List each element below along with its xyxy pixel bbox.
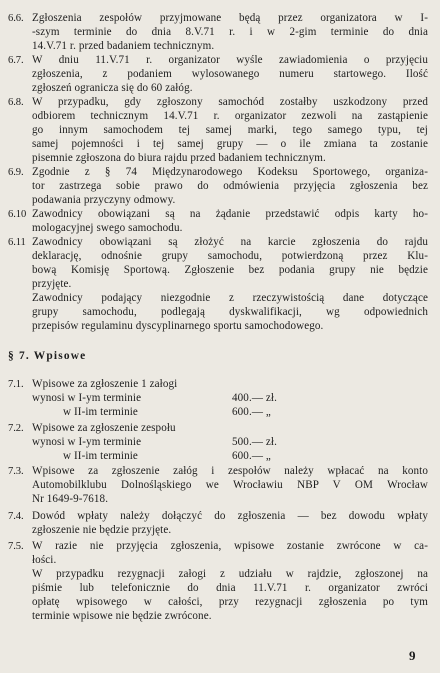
fee-text: wynosi w I-ym terminie: [32, 435, 142, 448]
clause-text-line: W przypadku rezygnacji załogi z udziału w rajdzie, zgłoszonej na: [32, 568, 428, 580]
clause-7-1: [8, 378, 428, 420]
clause-6-8: [8, 96, 428, 165]
clause-number: 7.4.: [8, 511, 24, 522]
clause-text-line: odbiorem technicznym 14.V.71 r. organizator zezwoli na zastąpienie: [32, 109, 428, 122]
clause-text-line: podawania przyczyny odmowy.: [32, 193, 176, 206]
clause-text-line: łości.: [32, 553, 57, 566]
fee-text: wynosi w I-ym terminie: [32, 391, 142, 404]
clause-text-line: terminie wpisowe nie będzie zwrócone.: [32, 609, 212, 622]
clause-7-4: [8, 510, 428, 538]
clause-6-11-paragraph: [8, 292, 428, 334]
fee-amount: 400.— zł.: [232, 391, 277, 404]
clause-number: 6.9.: [8, 167, 24, 178]
clause-text-line: zgłoszeń ogranicza się do 60 załóg.: [32, 81, 193, 94]
clause-text-line: W przypadku, gdy zgłoszony samochód zostałby uszkodzony przed: [32, 96, 428, 108]
clause-text-line: Zawodnicy obowiązani są na żądanie przedstawić odpis karty ho-: [32, 208, 428, 220]
clause-text-line: grupy samochodu, podlegają dyskwalifikacji, wg odpowiednich: [32, 305, 428, 318]
clause-number: 6.7.: [8, 55, 24, 66]
clause-text-line: Zawodnicy podający niezgodnie z rzeczywistością dane dotyczące: [32, 292, 428, 304]
clause-6-10: [8, 208, 428, 236]
clause-7-5: [8, 540, 428, 568]
clause-text-line: zgłoszenie nie będzie przyjęte.: [32, 523, 172, 536]
clause-text-line: Zgodnie z § 74 Międzynarodowego Kodeksu Sportowego, organiza-: [32, 166, 428, 178]
clause-number: 7.2.: [8, 423, 24, 434]
clause-text-line: 14.V.71 r. przed badaniem technicznym.: [32, 39, 215, 52]
clause-text-line: tor zastrzega sobie prawo do odmówienia przyjęcia zgłoszenia bez: [32, 179, 428, 192]
clause-number: 6.8.: [8, 97, 24, 108]
clause-number: 7.3.: [8, 466, 24, 477]
clause-6-9: [8, 166, 428, 208]
clause-text-line: Nr 1649-9-7618.: [32, 492, 109, 505]
clause-text-line: pisemnie zgłoszona do biura rajdu przed badaniem technicznym.: [32, 151, 326, 164]
section-heading: § 7. Wpisowe: [8, 350, 87, 362]
clause-text-line: Wpisowe za zgłoszenie załóg i zespołów należy wpłacać na konto: [32, 465, 428, 477]
clause-6-6: [8, 12, 428, 54]
page-number: 9: [409, 648, 416, 663]
clause-text-line: Zgłoszenia zespołów przyjmowane będą przez organizatora w I-: [32, 12, 428, 24]
clause-number: 6.10: [8, 209, 27, 220]
clause-text-line: Dowód wpłaty należy dołączyć do zgłoszenia — bez dowodu wpłaty: [32, 510, 428, 522]
fee-amount: 500.— zł.: [232, 435, 277, 448]
clause-7-2: [8, 422, 428, 464]
clause-text-line: przyjęte.: [32, 277, 72, 290]
clause-text-line: Automobilklubu Dolnośląskiego we Wrocławiu NBP V OM Wrocław: [32, 478, 428, 491]
clause-6-7: [8, 54, 428, 96]
clause-text-line: opłatę wpisowego w całości, przy rezygnacji zgłoszenia po tym: [32, 595, 428, 608]
clause-text-line: bową Komisję Sportową. Zgłoszenie bez podania grupy nie będzie: [32, 263, 428, 276]
clause-text-line: przepisów regulaminu dyscyplinarnego sportu samochodowego.: [32, 319, 324, 332]
clause-6-11: [8, 236, 428, 292]
fee-text: w II-im terminie: [63, 405, 138, 418]
clause-text-line: -szym terminie do dnia 8.V.71 r. i w 2-gim terminie do dnia: [32, 25, 428, 38]
clause-text-line: go innym samochodem tej samej marki, tego samego typu, tej: [32, 123, 428, 136]
clause-number: 7.5.: [8, 541, 24, 552]
fee-text: Wpisowe za zgłoszenie zespołu: [32, 422, 176, 434]
fee-text: Wpisowe za zgłoszenie 1 załogi: [32, 378, 178, 390]
clause-text-line: W dniu 11.V.71 r. organizator wyśle zawiadomienia o przyjęciu: [32, 54, 428, 66]
clause-number: 6.11: [8, 237, 26, 248]
clause-7-3: [8, 465, 428, 507]
clause-number: 7.1.: [8, 379, 24, 390]
clause-text-line: samej pojemności i tej samej grupy — o ile zmiana ta zostanie: [32, 137, 428, 150]
fee-text: w II-im terminie: [63, 449, 138, 462]
clause-text-line: mologacyjnej swego samochodu.: [32, 221, 183, 234]
clause-text-line: deklarację, odnośnie grupy samochodu, potwierdzoną przez Klu-: [32, 249, 428, 262]
clause-7-5-paragraph: [8, 568, 428, 624]
clause-text-line: piśmie lub telefonicznie do dnia 11.V.71 r. organizator zwróci: [32, 581, 428, 594]
clause-number: 6.6.: [8, 13, 24, 24]
clause-text-line: zgłoszenia, z podaniem wylosowanego numeru startowego. Ilość: [32, 67, 428, 80]
fee-amount: 600.— „: [232, 405, 271, 418]
clause-text-line: Zawodnicy obowiązani są złożyć na karcie zgłoszenia do rajdu: [32, 236, 428, 248]
clause-text-line: W razie nie przyjęcia zgłoszenia, wpisowe zostanie zwrócone w ca-: [32, 540, 428, 552]
fee-amount: 600.— „: [232, 449, 271, 462]
